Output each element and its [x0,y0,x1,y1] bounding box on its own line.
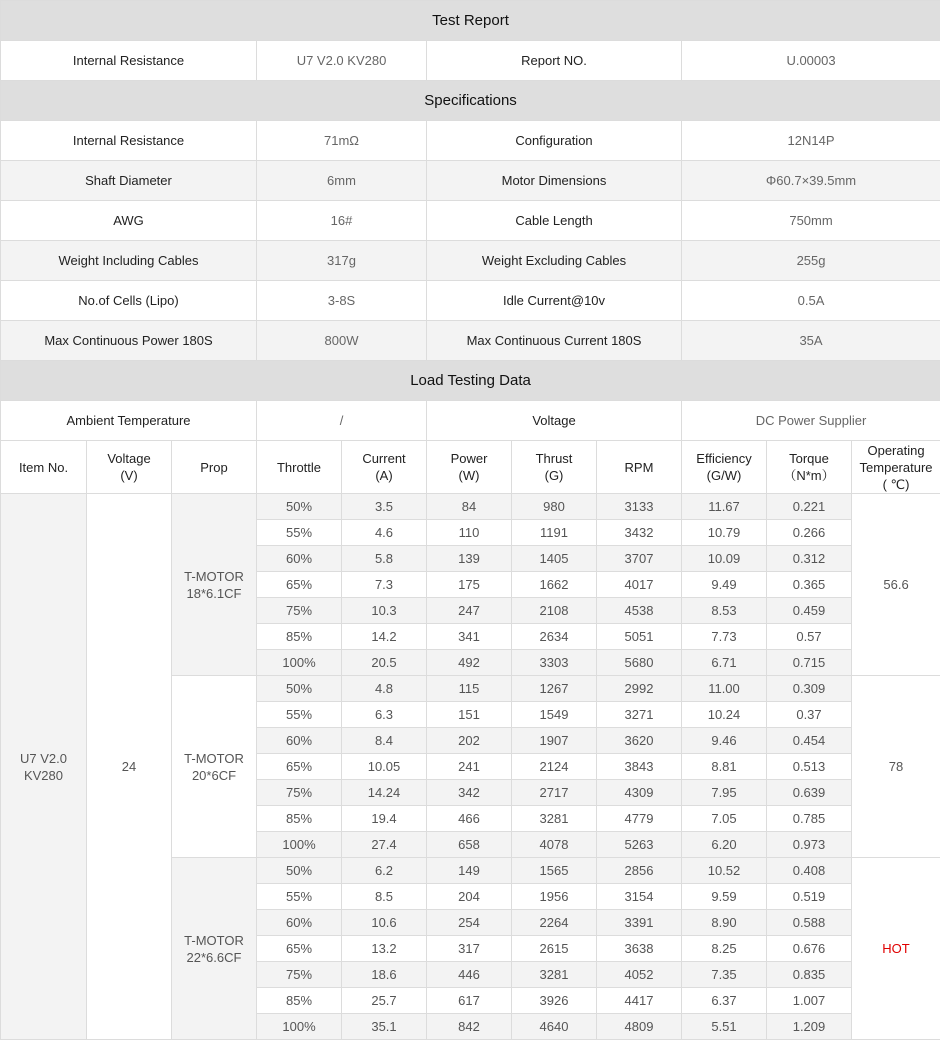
data-cell: 50% [257,494,342,520]
data-cell: 2108 [512,598,597,624]
data-cell: 0.715 [767,650,852,676]
data-cell: 5263 [597,832,682,858]
data-cell: 85% [257,624,342,650]
spec-value: 35A [682,321,940,361]
data-cell: 0.454 [767,728,852,754]
data-cell: 0.785 [767,806,852,832]
data-cell: 0.365 [767,572,852,598]
data-cell: 5051 [597,624,682,650]
data-cell: 0.312 [767,546,852,572]
prop-line: T-MOTOR [184,750,244,766]
data-cell: 3432 [597,520,682,546]
data-cell: 4809 [597,1014,682,1040]
data-cell: 6.20 [682,832,767,858]
spec-value: 0.5A [682,281,940,321]
data-cell: 3843 [597,754,682,780]
data-cell: 4.8 [342,676,427,702]
prop-cell [172,494,257,676]
data-cell: 4309 [597,780,682,806]
data-cell: 3133 [597,494,682,520]
data-cell: 8.53 [682,598,767,624]
item-no-line: U7 V2.0 [20,750,67,766]
data-cell: 1662 [512,572,597,598]
column-header-line: RPM [624,459,654,475]
data-cell: 0.37 [767,702,852,728]
data-cell: 3620 [597,728,682,754]
data-cell: 1267 [512,676,597,702]
data-cell: 3926 [512,988,597,1014]
spec-label: Motor Dimensions [427,161,682,201]
data-cell: 1565 [512,858,597,884]
data-cell: 3271 [597,702,682,728]
spec-label: No.of Cells (Lipo) [1,281,257,321]
data-cell: 1405 [512,546,597,572]
column-header [87,441,172,494]
column-header-line: ( ℃) [882,476,910,492]
column-header-line: Item No. [18,459,69,475]
data-cell: 100% [257,650,342,676]
load-testing-title: Load Testing Data [1,361,940,401]
data-cell: 65% [257,936,342,962]
data-cell: 4779 [597,806,682,832]
data-cell: 842 [427,1014,512,1040]
data-cell: 7.73 [682,624,767,650]
temperature-cell: 56.6 [852,494,940,676]
data-cell: 2992 [597,676,682,702]
spec-label: Idle Current@10v [427,281,682,321]
data-cell: 0.513 [767,754,852,780]
data-cell: 10.52 [682,858,767,884]
column-header [342,441,427,494]
spec-label: Configuration [427,121,682,161]
data-cell: 139 [427,546,512,572]
data-cell: 20.5 [342,650,427,676]
data-cell: 3303 [512,650,597,676]
data-cell: 4417 [597,988,682,1014]
data-cell: 0.973 [767,832,852,858]
data-cell: 18.6 [342,962,427,988]
data-cell: 10.24 [682,702,767,728]
data-cell: 60% [257,546,342,572]
data-cell: 446 [427,962,512,988]
data-cell: 35.1 [342,1014,427,1040]
data-cell: 2717 [512,780,597,806]
column-header-line: （N*m） [783,468,835,483]
data-cell: 4078 [512,832,597,858]
data-cell: 6.71 [682,650,767,676]
report-no-value: U.00003 [682,41,940,81]
spec-label: Max Continuous Current 180S [427,321,682,361]
data-cell: 14.24 [342,780,427,806]
column-header [172,441,257,494]
data-cell: 151 [427,702,512,728]
data-cell: 85% [257,988,342,1014]
column-header-line: Current [362,451,406,466]
data-cell: 1907 [512,728,597,754]
column-header-line: (V) [120,468,138,483]
data-cell: 9.46 [682,728,767,754]
data-cell: 19.4 [342,806,427,832]
spec-row [1,161,940,201]
column-header-line: Prop [200,459,228,475]
spec-value: Φ60.7×39.5mm [682,161,940,201]
data-cell: 14.2 [342,624,427,650]
data-cell: 1.209 [767,1014,852,1040]
report-no-label: Report NO. [427,41,682,81]
data-cell: 75% [257,598,342,624]
data-cell: 0.639 [767,780,852,806]
spec-value: 12N14P [682,121,940,161]
data-cell: 4640 [512,1014,597,1040]
data-cell: 13.2 [342,936,427,962]
data-cell: 9.49 [682,572,767,598]
data-cell: 11.00 [682,676,767,702]
data-cell: 3638 [597,936,682,962]
specifications-title: Specifications [1,81,940,121]
data-cell: 0.519 [767,884,852,910]
data-cell: 3391 [597,910,682,936]
data-cell: 0.835 [767,962,852,988]
spec-value: 255g [682,241,940,281]
temperature-cell: 78 [852,676,940,858]
column-header [767,441,852,494]
column-header-line: Operating [867,442,925,458]
data-cell: 492 [427,650,512,676]
data-cell: 55% [257,520,342,546]
data-cell: 0.588 [767,910,852,936]
spec-value: 317g [257,241,427,281]
column-header-line: (A) [375,468,393,483]
data-cell: 10.05 [342,754,427,780]
data-cell: 0.676 [767,936,852,962]
data-cell: 342 [427,780,512,806]
data-cell: 75% [257,780,342,806]
data-cell: 0.309 [767,676,852,702]
data-cell: 2634 [512,624,597,650]
spec-label: Cable Length [427,201,682,241]
table-body [1,1,940,1040]
spec-value: 3-8S [257,281,427,321]
data-cell: 2615 [512,936,597,962]
column-header-line: (W) [458,468,480,483]
data-cell: 4052 [597,962,682,988]
voltage-cell: 24 [87,494,172,1040]
data-cell: 2124 [512,754,597,780]
data-cell: 10.79 [682,520,767,546]
data-cell: 980 [512,494,597,520]
item-no-line: KV280 [23,767,64,783]
data-cell: 55% [257,884,342,910]
data-cell: 0.221 [767,494,852,520]
data-cell: 5680 [597,650,682,676]
data-cell: 50% [257,858,342,884]
voltage-value: DC Power Supplier [682,401,940,441]
data-cell: 202 [427,728,512,754]
table-row [1,494,940,520]
spec-row [1,321,940,361]
data-cell: 149 [427,858,512,884]
data-cell: 7.05 [682,806,767,832]
data-cell: 4538 [597,598,682,624]
voltage-label: Voltage [427,401,682,441]
prop-line: 18*6.1CF [186,585,242,601]
ambient-row [1,401,940,441]
column-header-line: (G) [544,468,564,483]
spec-row [1,241,940,281]
column-header-line: Voltage [107,451,151,466]
spec-label: Max Continuous Power 180S [1,321,257,361]
data-cell: 2264 [512,910,597,936]
data-cell: 11.67 [682,494,767,520]
data-cell: 204 [427,884,512,910]
data-cell: 0.266 [767,520,852,546]
test-report-title: Test Report [1,1,940,41]
data-cell: 617 [427,988,512,1014]
data-cell: 4017 [597,572,682,598]
data-cell: 341 [427,624,512,650]
temperature-cell: HOT [852,858,940,1040]
prop-line: T-MOTOR [184,568,244,584]
data-cell: 0.57 [767,624,852,650]
data-cell: 65% [257,754,342,780]
data-cell: 254 [427,910,512,936]
data-cell: 5.8 [342,546,427,572]
spec-label: Internal Resistance [1,121,257,161]
spec-row [1,201,940,241]
data-cell: 7.35 [682,962,767,988]
ambient-value: / [257,401,427,441]
data-cell: 100% [257,1014,342,1040]
prop-cell [172,858,257,1040]
column-header-line: Throttle [276,459,322,475]
report-label: Internal Resistance [1,41,257,81]
data-cell: 85% [257,806,342,832]
column-header [1,441,87,494]
data-cell: 247 [427,598,512,624]
data-cell: 9.59 [682,884,767,910]
data-cell: 4.6 [342,520,427,546]
spec-value: 16# [257,201,427,241]
data-cell: 3281 [512,962,597,988]
spec-value: 750mm [682,201,940,241]
data-cell: 8.4 [342,728,427,754]
column-header [257,441,342,494]
data-cell: 27.4 [342,832,427,858]
data-cell: 3707 [597,546,682,572]
column-header [852,441,940,494]
prop-line: 20*6CF [191,767,237,783]
data-cell: 2856 [597,858,682,884]
data-cell: 175 [427,572,512,598]
column-header-line: Thrust [535,451,573,466]
data-cell: 1549 [512,702,597,728]
data-cell: 60% [257,910,342,936]
column-header-line: Temperature [859,459,933,475]
spec-value: 71mΩ [257,121,427,161]
data-cell: 3.5 [342,494,427,520]
spec-row [1,281,940,321]
column-header [512,441,597,494]
column-header-row [1,441,940,494]
data-cell: 8.81 [682,754,767,780]
data-cell: 8.25 [682,936,767,962]
data-cell: 75% [257,962,342,988]
data-cell: 55% [257,702,342,728]
data-cell: 84 [427,494,512,520]
data-cell: 0.459 [767,598,852,624]
data-cell: 8.5 [342,884,427,910]
column-header-line: Efficiency [696,451,752,466]
item-no-cell [1,494,87,1040]
spec-value: 6mm [257,161,427,201]
spec-value: 800W [257,321,427,361]
spec-label: Weight Including Cables [1,241,257,281]
data-cell: 658 [427,832,512,858]
prop-line: T-MOTOR [184,932,244,948]
data-cell: 10.6 [342,910,427,936]
data-cell: 7.3 [342,572,427,598]
data-cell: 65% [257,572,342,598]
data-cell: 110 [427,520,512,546]
prop-cell [172,676,257,858]
column-header [682,441,767,494]
column-header [427,441,512,494]
data-cell: 7.95 [682,780,767,806]
data-cell: 6.2 [342,858,427,884]
data-cell: 3281 [512,806,597,832]
data-cell: 3154 [597,884,682,910]
column-header-line: Torque [789,451,829,466]
data-cell: 6.37 [682,988,767,1014]
data-cell: 100% [257,832,342,858]
data-cell: 60% [257,728,342,754]
data-cell: 10.09 [682,546,767,572]
column-header [597,441,682,494]
data-cell: 466 [427,806,512,832]
data-cell: 1956 [512,884,597,910]
spec-row [1,121,940,161]
data-cell: 5.51 [682,1014,767,1040]
prop-line: 22*6.6CF [186,949,242,965]
spec-label: Weight Excluding Cables [427,241,682,281]
data-cell: 50% [257,676,342,702]
data-cell: 10.3 [342,598,427,624]
data-cell: 6.3 [342,702,427,728]
data-cell: 317 [427,936,512,962]
ambient-label: Ambient Temperature [1,401,257,441]
data-cell: 1.007 [767,988,852,1014]
column-header-line: (G/W) [706,468,742,483]
spec-label: AWG [1,201,257,241]
data-cell: 115 [427,676,512,702]
data-cell: 8.90 [682,910,767,936]
report-model: U7 V2.0 KV280 [257,41,427,81]
data-cell: 0.408 [767,858,852,884]
spec-label: Shaft Diameter [1,161,257,201]
column-header-line: Power [450,451,488,466]
data-cell: 25.7 [342,988,427,1014]
data-cell: 241 [427,754,512,780]
data-cell: 1191 [512,520,597,546]
